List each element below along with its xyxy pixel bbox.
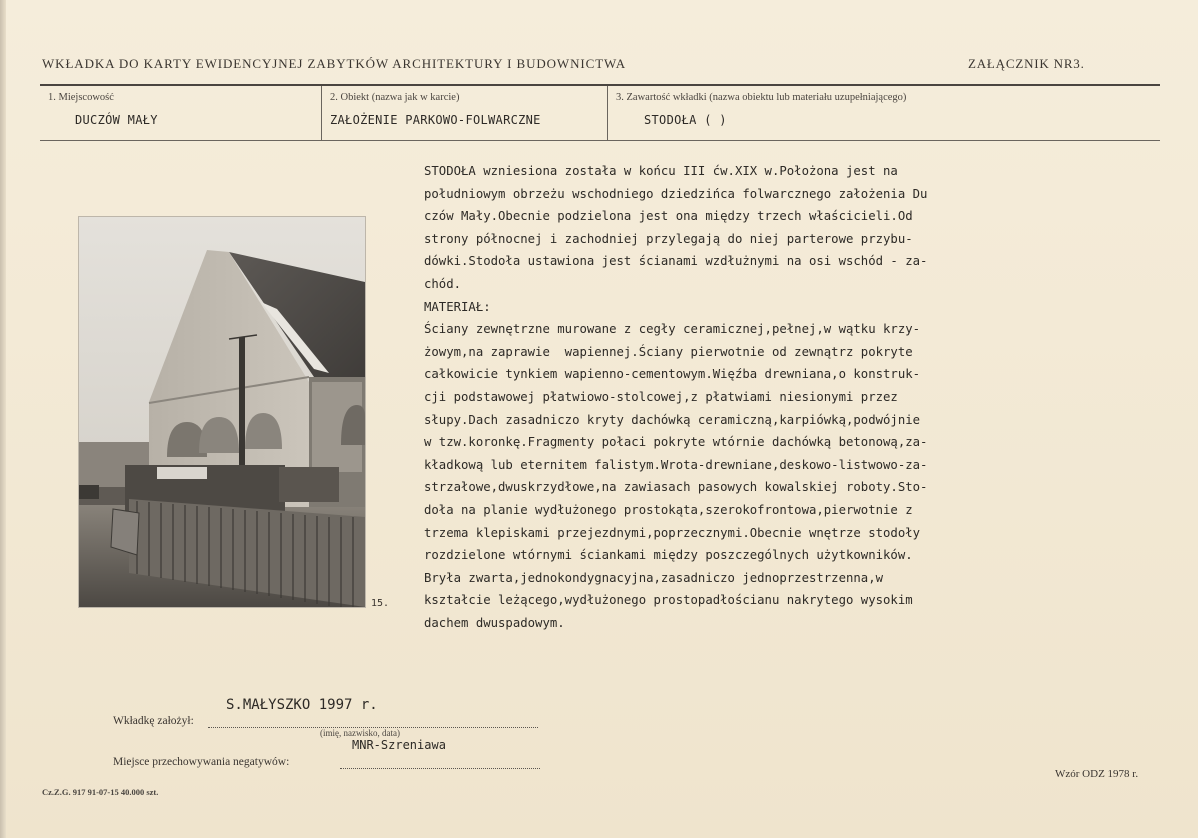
field-label-object: 2. Obiekt (nazwa jak w karcie) bbox=[330, 92, 460, 103]
form-model: Wzór ODZ 1978 r. bbox=[1055, 768, 1139, 780]
author-signature: S.MAŁYSZKO 1997 r. bbox=[226, 697, 378, 713]
print-code: Cz.Z.G. 917 91-07-15 40.000 szt. bbox=[42, 787, 159, 797]
description-text: STODOŁA wzniesiona została w końcu III ćw.XIX w.Położona jest na południowym obrzeżu wschodniego dziedzińca folwarcznego założenia Du czów Mały.Obecnie podzielona jest ona między trzech właścicieli.Od strony północnej i zachodniej przylegają do niej parterowe przybu- dówki.Stodoła ustawiona jest ścianami wzdłużnymi na osi wschód - za- chód. MATERIAŁ: Ściany zewnętrzne murowane z cegły ceramicznej,pełnej,w wątku krzy- żowym,na zaprawie wapiennej.Ściany pierwotnie od zewnątrz pokryte całkowicie tynkiem wapienno-cementowym.Więźba drewniana,o konstruk- cji podstawowej płatwiowo-stolcowej,z płatwiami niesionymi przez słupy.Dach zasadniczo kryty dachówką ceramiczną,karpiówką,podwójnie w tzw.koronkę.Fragmenty połaci pokryte wtórnie dachówką betonową,za- kładkową lub eternitem falistym.Wrota-drewniane,deskowo-listwowo-za- strzałowe,dwuskrzydłowe,na zawiasach pasowych kowalskiej roboty.Sto- doła na planie wydłużonego prostokąta,szerokofrontowa,pierwotnie z trzema klepiskami przejezdnymi,poprzecznymi.Obecnie wnętrze stodoły rozdzielone wtórnymi ściankami między poszczególnych użytkowników. Bryła zwarta,jednokondygnacyjna,zasadniczo jednoprzestrzenna,w kształcie leżącego,wydłużonego prostopadłościanu nakrytego wysokim dachem dwuspadowym. bbox=[424, 164, 928, 630]
header-rule bbox=[40, 84, 1160, 86]
annex-number: ZAŁĄCZNIK NR3. bbox=[968, 56, 1085, 71]
negatives-label: Miejsce przechowywania negatywów: bbox=[113, 756, 290, 768]
field-divider bbox=[321, 86, 322, 140]
field-label-locality: 1. Miejscowość bbox=[48, 92, 114, 103]
negatives-place: MNR-Szreniawa bbox=[352, 738, 446, 752]
fields-rule bbox=[40, 140, 1160, 141]
field-value-contents: STODOŁA ( ) bbox=[644, 113, 727, 127]
created-by-caption: (imię, nazwisko, data) bbox=[320, 728, 400, 738]
field-value-locality: DUCZÓW MAŁY bbox=[75, 113, 158, 127]
photo-number: 15. bbox=[371, 598, 390, 609]
created-by-label: Wkładkę założył: bbox=[113, 715, 194, 727]
field-value-object: ZAŁOŻENIE PARKOWO-FOLWARCZNE bbox=[330, 113, 541, 127]
field-divider bbox=[607, 86, 608, 140]
negatives-line bbox=[340, 768, 540, 769]
form-title: WKŁADKA DO KARTY EWIDENCYJNEJ ZABYTKÓW ARCHITEKTURY I BUDOWNICTWA bbox=[42, 56, 627, 71]
barn-photograph bbox=[79, 217, 365, 607]
sheet-edge bbox=[0, 0, 6, 838]
field-label-contents: 3. Zawartość wkładki (nazwa obiektu lub materiału uzupełniającego) bbox=[616, 92, 907, 103]
barn-photo-drawing bbox=[79, 217, 365, 607]
